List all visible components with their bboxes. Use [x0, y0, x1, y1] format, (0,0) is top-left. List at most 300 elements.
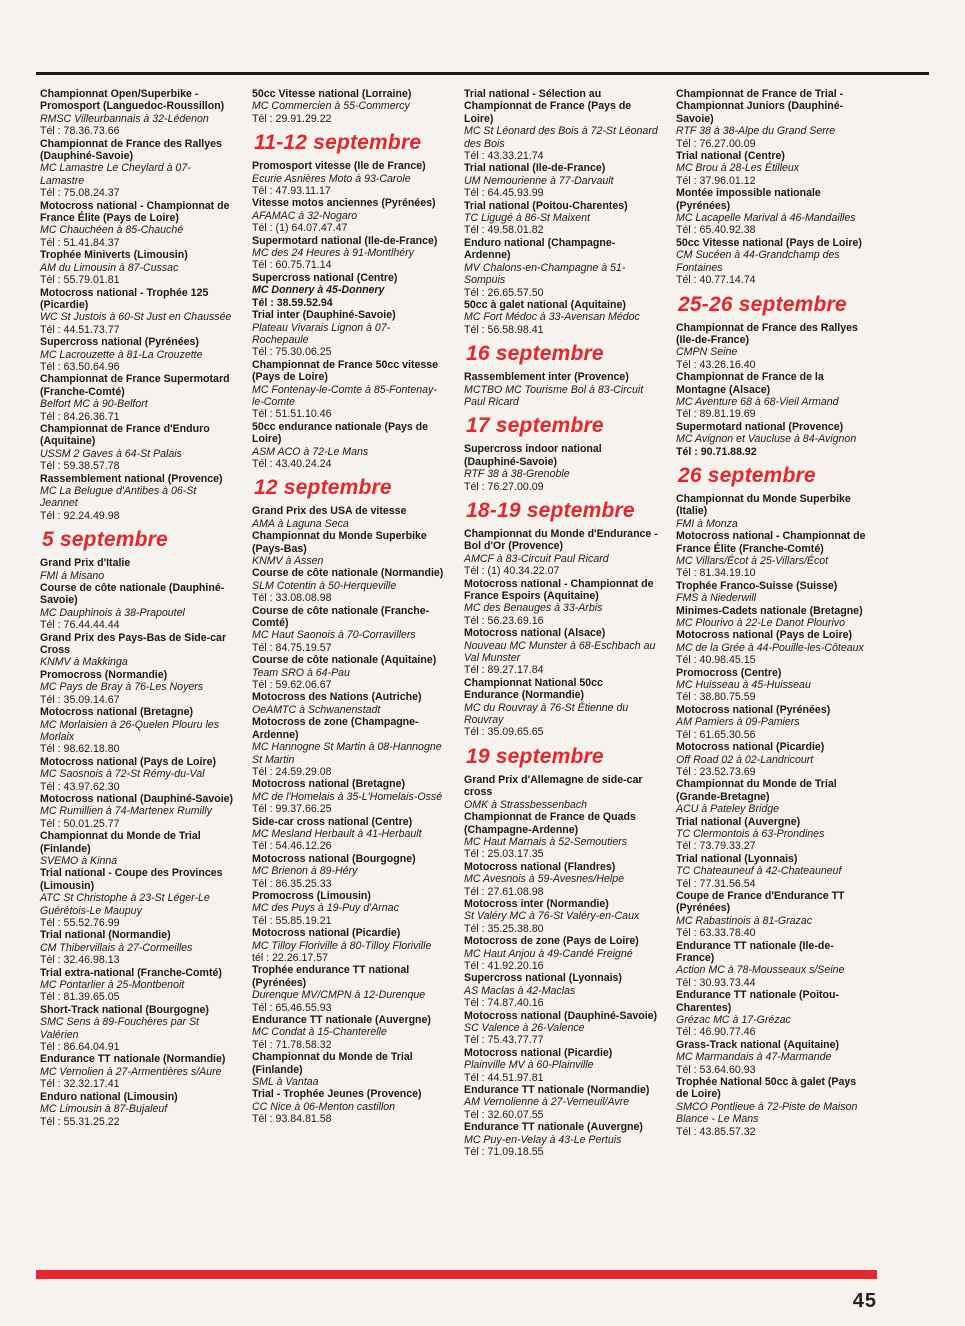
event-organizer: MC Saosnois à 72-St Rémy-du-Val [40, 768, 205, 781]
event-organizer: MC Hannogne St Martin à 08-Hannogne St Martin [252, 741, 442, 766]
event-title: Coupe de France d'Endurance TT (Pyrénées) [676, 889, 845, 915]
event-entry [252, 716, 446, 778]
event-title: Championnat de France des Rallyes (Ile-de-France) [676, 321, 858, 346]
event-organizer: AM Pamiers à 09-Pamiers [676, 716, 800, 729]
event-title: Trial national (Ile-de-France) [464, 162, 606, 175]
event-organizer: MC Brou à 28-Les Étilleux [676, 162, 800, 175]
event-entry [40, 423, 234, 473]
event-organizer: MC de la Grée à 44-Pouille-les-Côteaux [676, 641, 864, 654]
event-organizer: AM du Limousin à 87-Cussac [40, 261, 179, 274]
event-phone: Tél : 55.79.01.81 [40, 274, 120, 287]
event-title: Endurance TT nationale (Poitou-Charentes) [676, 989, 840, 1014]
event-phone: Tél : 49.58.01.82 [464, 224, 544, 237]
event-phone: Tél : 59.62.06.67 [252, 679, 332, 692]
event-phone: Tél : 86.64.04.91 [40, 1041, 120, 1054]
event-entry [40, 1053, 234, 1090]
event-entry [40, 287, 234, 337]
event-title: Trial national (Auvergne) [676, 815, 801, 828]
event-title: Grand Prix des USA de vitesse [252, 505, 407, 518]
event-entry [676, 88, 870, 150]
event-organizer: FMI à Misano [40, 569, 105, 582]
event-title: Promocross (Centre) [676, 666, 782, 679]
event-phone: Tél : 53.64.60.93 [676, 1063, 756, 1076]
event-entry [464, 972, 658, 1009]
event-entry [676, 890, 870, 940]
event-entry [252, 421, 446, 471]
event-phone: Tél : 76.27.00.09 [464, 480, 544, 493]
event-title: Supermotard national (Ile-de-France) [252, 234, 438, 247]
event-title: Minimes-Cadets nationale (Bretagne) [676, 604, 863, 617]
event-phone: Tél : 27.61.08.98 [464, 885, 544, 898]
event-phone: Tél : 86.35.25.33 [252, 877, 332, 890]
calendar-columns [40, 88, 870, 1158]
event-organizer: Team SRO à 64-Pau [252, 666, 350, 679]
event-entry [464, 1121, 658, 1158]
date-heading: 17 septembre [466, 414, 604, 438]
event-organizer: MV Chalons-en-Champagne à 51-Sompuis [464, 261, 626, 287]
event-phone: Tél : (1) 64.07.47.47 [252, 222, 348, 235]
event-phone: Tél : 26.65.57.50 [464, 286, 544, 299]
event-phone: Tél : 32.46.98.13 [40, 954, 120, 967]
event-entry [40, 967, 234, 1004]
event-phone: Tél : 41.92.20.16 [464, 959, 544, 972]
event-phone: Tél : 44.51.73.77 [40, 323, 120, 336]
event-organizer: MC du Rouvray à 76-St Étienne du Rouvray [464, 701, 629, 727]
event-entry [676, 371, 870, 421]
event-title: Course de côte nationale (Normandie) [252, 567, 444, 580]
event-entry [252, 567, 446, 604]
event-title: Endurance TT nationale (Auvergne) [464, 1121, 643, 1134]
event-entry [676, 704, 870, 741]
event-organizer: CMPN Seine [676, 346, 738, 359]
event-title: Course de côte nationale (Dauphiné-Savoie) [40, 582, 225, 607]
event-entry [40, 669, 234, 706]
event-phone: Tél : 46.90.77.46 [676, 1026, 756, 1039]
event-organizer: MC Mesland Herbault à 41-Herbault [252, 827, 422, 840]
event-title: Trial - Trophée Jeunes (Provence) [252, 1088, 422, 1101]
event-phone: Tél : 81.39.65.05 [40, 991, 120, 1004]
event-title: Grand Prix d'Italie [40, 557, 131, 570]
event-entry [464, 528, 658, 578]
event-phone: Tél : 89.27.17.84 [464, 664, 544, 677]
event-entry [676, 493, 870, 530]
event-title: Trial national (Poitou-Charentes) [464, 199, 628, 212]
event-title: Championnat du Monde d'Endurance - Bol d'Or (Provence) [464, 527, 658, 553]
event-organizer: Plateau Vivarais Lignon à 07-Rochepaule [252, 321, 391, 346]
event-title: Rassemblement inter (Provence) [464, 371, 629, 384]
event-organizer: MC Rabastinois à 81-Grazac [676, 914, 813, 927]
event-title: Supercross national (Pyrénées) [40, 336, 199, 349]
event-phone: Tél : 24.59.29.08 [252, 765, 332, 778]
event-entry [40, 473, 234, 523]
event-title: Motocross inter (Normandie) [464, 897, 609, 910]
event-title: Trial national - Sélection au Championnat de France (Pays de Loire) [464, 88, 632, 125]
event-organizer: MC Haut Saonois à 70-Corravillers [252, 629, 416, 642]
event-title: Motocross national (Dauphiné-Savoie) [40, 792, 234, 805]
event-title: Motocross national (Pays de Loire) [676, 629, 853, 642]
event-organizer: MC Limousin à 87-Bujaleuf [40, 1103, 168, 1116]
event-phone: Tél : 35.25.38.80 [464, 922, 544, 935]
event-title: Supercross national (Lyonnais) [464, 972, 622, 985]
event-organizer: MC Haut Marnais à 52-Semoutiers [464, 835, 628, 848]
event-phone: Tél : 65.46.55.93 [252, 1001, 332, 1014]
event-phone: Tél : 89.81.19.69 [676, 408, 756, 421]
event-organizer: AM Vernolienne à 27-Verneuil/Avre [464, 1096, 630, 1109]
column-4 [676, 88, 870, 1158]
event-title: Side-car cross national (Centre) [252, 815, 413, 828]
event-organizer: AMA à Laguna Seca [252, 517, 349, 530]
event-phone: Tél : 38.80.75.59 [676, 691, 756, 704]
event-title: Motocross national - Trophée 125 (Picardie) [40, 286, 209, 311]
event-phone: Tél : 75.30.06.25 [252, 346, 332, 359]
event-phone: Tél : 35.09.14.67 [40, 693, 120, 706]
event-phone: Tél : 75.08.24.37 [40, 187, 120, 200]
event-title: Trial national - Coupe des Provinces (Limousin) [40, 867, 223, 892]
event-organizer: CM Thibervillais à 27-Cormeilles [40, 941, 193, 954]
event-entry [252, 691, 446, 716]
event-entry [676, 778, 870, 815]
event-organizer: AS Maclas à 42-Maclas [464, 984, 576, 997]
event-entry [252, 1014, 446, 1051]
event-entry [676, 187, 870, 237]
event-title: Motocross national (Picardie) [252, 927, 401, 940]
event-title: Championnat de France d'Enduro (Aquitaine) [40, 422, 210, 448]
event-entry [40, 249, 234, 286]
event-phone: Tél : 81.34.19.10 [676, 567, 756, 580]
column-3 [464, 88, 658, 1158]
event-title: Course de côte nationale (Franche-Comté) [252, 604, 430, 630]
event-organizer: MC Pontarlier à 25-Montbenoit [40, 979, 185, 992]
event-title: Motocross national (Bretagne) [40, 706, 194, 719]
event-entry [40, 557, 234, 582]
event-title: Championnat de France des Rallyes (Dauphiné-Savoie) [40, 137, 222, 163]
event-organizer: SVEMO à Kinna [40, 854, 118, 867]
event-phone: Tél : 61.65.30.56 [676, 728, 756, 741]
event-entry [676, 989, 870, 1039]
event-title: Championnat de France de Trial - Championnat Juniors (Dauphiné-Savoie) [676, 88, 844, 125]
event-phone: Tél : 76.44.44.44 [40, 619, 120, 632]
event-organizer: Grézac MC à 17-Grézac [676, 1014, 791, 1027]
event-phone: Tél : 35.09.65.65 [464, 726, 544, 739]
event-phone: Tél : (1) 40.34.22.07 [464, 565, 560, 578]
event-entry [464, 371, 658, 408]
event-entry [252, 160, 446, 197]
event-phone: Tél : 23.52.73.69 [676, 765, 756, 778]
event-organizer: Belfort MC à 90-Belfort [40, 398, 148, 411]
event-title: Promocross (Normandie) [40, 668, 168, 681]
event-organizer: MC St Léonard des Bois à 72-St Léonard des Bois [464, 125, 658, 150]
event-entry [40, 929, 234, 966]
event-entry [252, 505, 446, 530]
event-title: Trial inter (Dauphiné-Savoie) [252, 309, 396, 322]
event-phone: Tél : 30.93.73.44 [676, 976, 756, 989]
event-phone: Tél : 56.23.69.16 [464, 614, 544, 627]
event-organizer: ATC St Christophe à 23-St Léger-Le Guérétois-Le Maupuy [40, 892, 210, 917]
event-organizer: MC Lacapelle Marival à 46-Mandailles [676, 212, 856, 225]
event-organizer: RTF 38 à 38-Grenoble [464, 468, 570, 481]
event-entry [464, 774, 658, 811]
event-phone: Tél : 33.08.08.98 [252, 592, 332, 605]
event-title: Endurance TT nationale (Auvergne) [252, 1014, 431, 1027]
event-title: Grand Prix des Pays-Bas de Side-car Cross [40, 631, 227, 657]
event-entry [252, 235, 446, 272]
event-phone: Tél : 43.85.57.32 [676, 1125, 756, 1138]
event-title: Motocross national - Championnat de France Élite (Franche-Comté) [676, 530, 866, 555]
event-entry [252, 530, 446, 567]
event-title: Championnat de France Supermotard (Franche-Comté) [40, 373, 230, 398]
event-phone: Tél : 93.84.81.58 [252, 1113, 332, 1126]
event-title: Championnat de France 50cc vitesse (Pays de Loire) [252, 358, 439, 384]
event-title: Championnat du Monde de Trial (Finlande) [40, 830, 201, 855]
event-title: Championnat du Monde Superbike (Pays-Bas) [252, 530, 427, 555]
event-organizer: KNMV à Makkinga [40, 656, 128, 669]
event-entry [464, 578, 658, 628]
event-phone: Tél : 43.26.16.40 [676, 358, 756, 371]
event-title: Supercross indoor national (Dauphiné-Savoie) [464, 443, 602, 468]
event-title: Endurance TT nationale (Ile-de-France) [676, 939, 834, 964]
event-title: Short-Track national (Bourgogne) [40, 1003, 209, 1016]
event-phone: Tél : 32.60.07.55 [464, 1108, 544, 1121]
event-phone: Tél : 63.50.64.96 [40, 360, 120, 373]
event-title: Motocross de zone (Pays de Loire) [464, 935, 639, 948]
event-phone: Tél : 38.59.52.94 [252, 296, 333, 309]
event-title: 50cc à galet national (Aquitaine) [464, 298, 626, 311]
event-entry [676, 237, 870, 287]
event-entry [40, 706, 234, 756]
event-phone: Tél : 29.91.29.22 [252, 112, 332, 125]
event-title: Endurance TT nationale (Normandie) [40, 1053, 226, 1066]
event-organizer: Nouveau MC Munster à 68-Eschbach au Val Munster [464, 639, 656, 665]
event-title: Endurance TT nationale (Normandie) [464, 1084, 650, 1097]
event-entry [252, 605, 446, 655]
event-title: Championnat du Monde de Trial (Finlande) [252, 1051, 413, 1076]
event-organizer: MC Huisseau à 45-Huisseau [676, 679, 811, 692]
event-organizer: RMSC Villeurbannais à 32-Lédenon [40, 112, 209, 125]
event-title: 50cc Vitesse national (Lorraine) [252, 88, 412, 100]
event-entry [464, 162, 658, 199]
event-organizer: MC Pays de Bray à 76-Les Noyers [40, 681, 204, 694]
event-title: Motocross national (Picardie) [676, 741, 825, 754]
event-entry [464, 811, 658, 861]
event-title: Montée impossible nationale (Pyrénées) [676, 187, 821, 212]
event-title: Promocross (Limousin) [252, 889, 371, 902]
event-phone: Tél : 90.71.88.92 [676, 445, 757, 458]
event-title: Motocross national (Dauphiné-Savoie) [464, 1009, 658, 1022]
event-title: Championnat Open/Superbike - Promosport (Languedoc-Roussillon) [40, 88, 225, 113]
top-rule [36, 72, 929, 75]
event-organizer: MC Fort Médoc à 33-Avensan Médoc [464, 311, 640, 324]
event-organizer: ACU à Pateley Bridge [676, 803, 780, 816]
event-title: Championnat du Monde Superbike (Italie) [676, 492, 851, 518]
event-entry [40, 88, 234, 138]
event-organizer: WC St Justois à 60-St Just en Chaussée [40, 311, 232, 324]
footer-red-bar [36, 1270, 877, 1279]
event-title: Rassemblement national (Provence) [40, 472, 223, 485]
event-entry [40, 200, 234, 250]
event-title: Championnat de France de la Montagne (Alsace) [676, 371, 824, 396]
event-organizer: MC Lamastre Le Cheylard à 07-Lamastre [40, 162, 191, 187]
date-heading: 12 septembre [254, 476, 392, 500]
event-entry [252, 927, 446, 964]
event-title: Championnat du Monde de Trial (Grande-Bretagne) [676, 778, 837, 803]
event-phone: Tél : 32.32.17.41 [40, 1078, 120, 1091]
event-organizer: MC Vernolien à 27-Armentières s/Aure [40, 1065, 222, 1078]
event-entry [252, 816, 446, 853]
event-entry [464, 1047, 658, 1084]
event-phone: Tél : 43.33.21.74 [464, 150, 544, 163]
event-organizer: TC Ligugé à 86-St Maixent [464, 212, 591, 225]
event-entry [252, 309, 446, 359]
event-organizer: MC Tilloy Floriville à 80-Tilloy Floriville [252, 939, 432, 952]
event-organizer: UM Nemourienne à 77-Darvault [464, 174, 614, 187]
event-organizer: MC Aventure 68 à 68-Vieil Armand [676, 395, 839, 408]
event-phone: Tél : 55.85.19.21 [252, 914, 332, 927]
event-title: Vitesse motos anciennes (Pyrénées) [252, 197, 436, 210]
event-entry [464, 200, 658, 237]
event-title: Motocross national - Championnat de France Élite (Pays de Loire) [40, 199, 230, 225]
event-entry [40, 1091, 234, 1128]
event-entry [464, 898, 658, 935]
event-entry [464, 88, 658, 162]
event-phone: Tél : 74.87.40.16 [464, 997, 544, 1010]
event-organizer: ASM ACO à 72-Le Mans [252, 445, 369, 458]
event-title: Trophée endurance TT national (Pyrénées) [252, 964, 410, 989]
event-organizer: SML à Vantaa [252, 1076, 319, 1089]
event-entry [252, 272, 446, 309]
event-entry [464, 237, 658, 299]
event-organizer: MC des Benauges à 33-Arbis [464, 602, 603, 615]
event-phone: Tél : 47.93.11.17 [252, 185, 331, 198]
event-entry [464, 935, 658, 972]
event-title: Trial national (Centre) [676, 150, 785, 163]
event-organizer: MC Puy-en-Velay à 43-Le Pertuis [464, 1133, 622, 1146]
event-phone: Tél : 59.38.57.78 [40, 460, 120, 473]
event-organizer: MC Avignon et Vaucluse à 84-Avignon [676, 433, 857, 446]
event-entry [252, 359, 446, 421]
event-entry [252, 778, 446, 815]
event-organizer: Durenque MV/CMPN à 12-Durenque [252, 989, 426, 1002]
event-phone: Tél : 98.62.18.80 [40, 743, 120, 756]
event-organizer: MC Morlaisien à 26-Quelen Plouru les Morlaix [40, 718, 219, 743]
event-title: Motocross national - Championnat de France Espoirs (Aquitaine) [464, 577, 654, 602]
event-entry [40, 336, 234, 373]
event-entry [676, 853, 870, 890]
event-title: Enduro national (Champagne-Ardenne) [464, 236, 616, 262]
event-organizer: MC Rumillien à 74-Martenex Rumilly [40, 805, 212, 818]
event-entry [252, 964, 446, 1014]
event-organizer: MC Haut Anjou à 49-Candé Freigné [464, 947, 633, 960]
event-organizer: RTF 38 à 38-Alpe du Grand Serre [676, 125, 836, 138]
event-phone: Tél : 25.03.17.35 [464, 848, 544, 861]
event-entry [40, 582, 234, 632]
date-heading: 16 septembre [466, 342, 604, 366]
page-number: 45 [852, 1290, 877, 1312]
event-title: Motocross national (Flandres) [464, 860, 616, 873]
event-organizer: MC Commercien à 55-Commercy [252, 100, 410, 113]
event-title: Trophée National 50cc à galet (Pays de Loire) [676, 1076, 857, 1101]
event-entry [40, 373, 234, 423]
event-entry [40, 632, 234, 669]
event-organizer: FMS à Niederwill [676, 592, 757, 605]
event-entry [40, 1004, 234, 1054]
event-entry [676, 741, 870, 778]
event-phone: Tél : 84.26.36.71 [40, 410, 120, 423]
event-phone: Tél : 71.09.18.55 [464, 1146, 544, 1159]
event-entry [40, 793, 234, 830]
date-heading: 18-19 septembre [466, 498, 635, 522]
event-phone: Tél : 43.40.24.24 [252, 457, 332, 470]
event-title: Motocross des Nations (Autriche) [252, 691, 422, 704]
event-entry [252, 1051, 446, 1088]
event-phone: Tél : 71.78.58.32 [252, 1038, 332, 1051]
date-heading: 5 septembre [42, 528, 168, 552]
date-heading: 19 septembre [466, 744, 604, 768]
event-entry [252, 197, 446, 234]
event-entry [676, 530, 870, 580]
event-title: Championnat de France de Quads (Champagne-Ardenne) [464, 811, 636, 836]
event-entry [676, 150, 870, 187]
date-heading: 26 septembre [678, 463, 816, 487]
event-title: Promosport vitesse (Ile de France) [252, 160, 426, 173]
event-title: 50cc Vitesse national (Pays de Loire) [676, 236, 862, 249]
event-organizer: Action MC à 78-Mousseaux s/Seine [676, 964, 845, 977]
event-title: Grass-Track national (Aquitaine) [676, 1038, 840, 1051]
event-title: Trophée Miniverts (Limousin) [40, 249, 188, 262]
event-organizer: St Valéry MC à 76-St Valéry-en-Caux [464, 910, 640, 923]
event-organizer: MC Plourivo à 22-Le Danot Plourivo [676, 617, 845, 630]
event-entry [252, 853, 446, 890]
event-phone: Tél : 76.27.00.09 [676, 137, 756, 150]
event-phone: Tél : 63.33.78.40 [676, 927, 756, 940]
event-organizer: MCTBO MC Tourisme Bol à 83-Circuit Paul Ricard [464, 383, 644, 408]
event-entry [40, 138, 234, 200]
event-organizer: SC Valence à 26-Valence [464, 1022, 585, 1034]
event-title: Trial national (Normandie) [40, 929, 171, 942]
event-phone: Tél : 51.51.10.46 [252, 408, 332, 421]
event-title: Motocross national (Bourgogne) [252, 852, 416, 865]
event-title: Championnat National 50cc Endurance (Normandie) [464, 676, 603, 702]
event-organizer: TC Clermontois à 63-Prondines [676, 827, 825, 840]
event-organizer: SMCO Pontlieue à 72-Piste de Maison Blance - Le Mans [676, 1100, 858, 1126]
event-entry [464, 677, 658, 739]
column-1 [40, 88, 234, 1158]
event-entry [676, 605, 870, 630]
event-entry [464, 861, 658, 898]
event-entry [464, 1084, 658, 1121]
event-entry [252, 88, 446, 125]
date-heading: 11-12 septembre [254, 131, 422, 155]
event-phone: Tél : 55.31.25.22 [40, 1115, 120, 1128]
event-organizer: MC Avesnois à 59-Avesnes/Helpe [464, 873, 624, 886]
event-entry [676, 816, 870, 853]
event-phone: Tél : 92.24.49.98 [40, 509, 120, 522]
event-entry [40, 756, 234, 793]
event-entry [252, 890, 446, 927]
event-title: Grand Prix d'Allemagne de side-car cross [464, 773, 643, 799]
event-organizer: MC Fontenay-le-Comte à 85-Fontenay-le-Comte [252, 383, 437, 408]
event-phone: Tél : 84.75.19.57 [252, 641, 332, 654]
event-entry [676, 667, 870, 704]
event-entry [676, 940, 870, 990]
event-organizer: MC Chauchéen à 85-Chauché [40, 224, 184, 237]
event-title: Enduro national (Limousin) [40, 1090, 178, 1103]
event-organizer: SLM Cotentin à 50-Herqueville [252, 579, 397, 592]
event-title: Motocross national (Picardie) [464, 1046, 613, 1059]
event-phone: Tél : 50.01.25.77 [40, 817, 120, 830]
event-title: Motocross national (Bretagne) [252, 778, 406, 791]
event-organizer: MC des Puys à 19-Puy d'Arnac [252, 902, 399, 915]
event-organizer: MC Villars/Écot à 25-Villars/Écot [676, 555, 829, 567]
